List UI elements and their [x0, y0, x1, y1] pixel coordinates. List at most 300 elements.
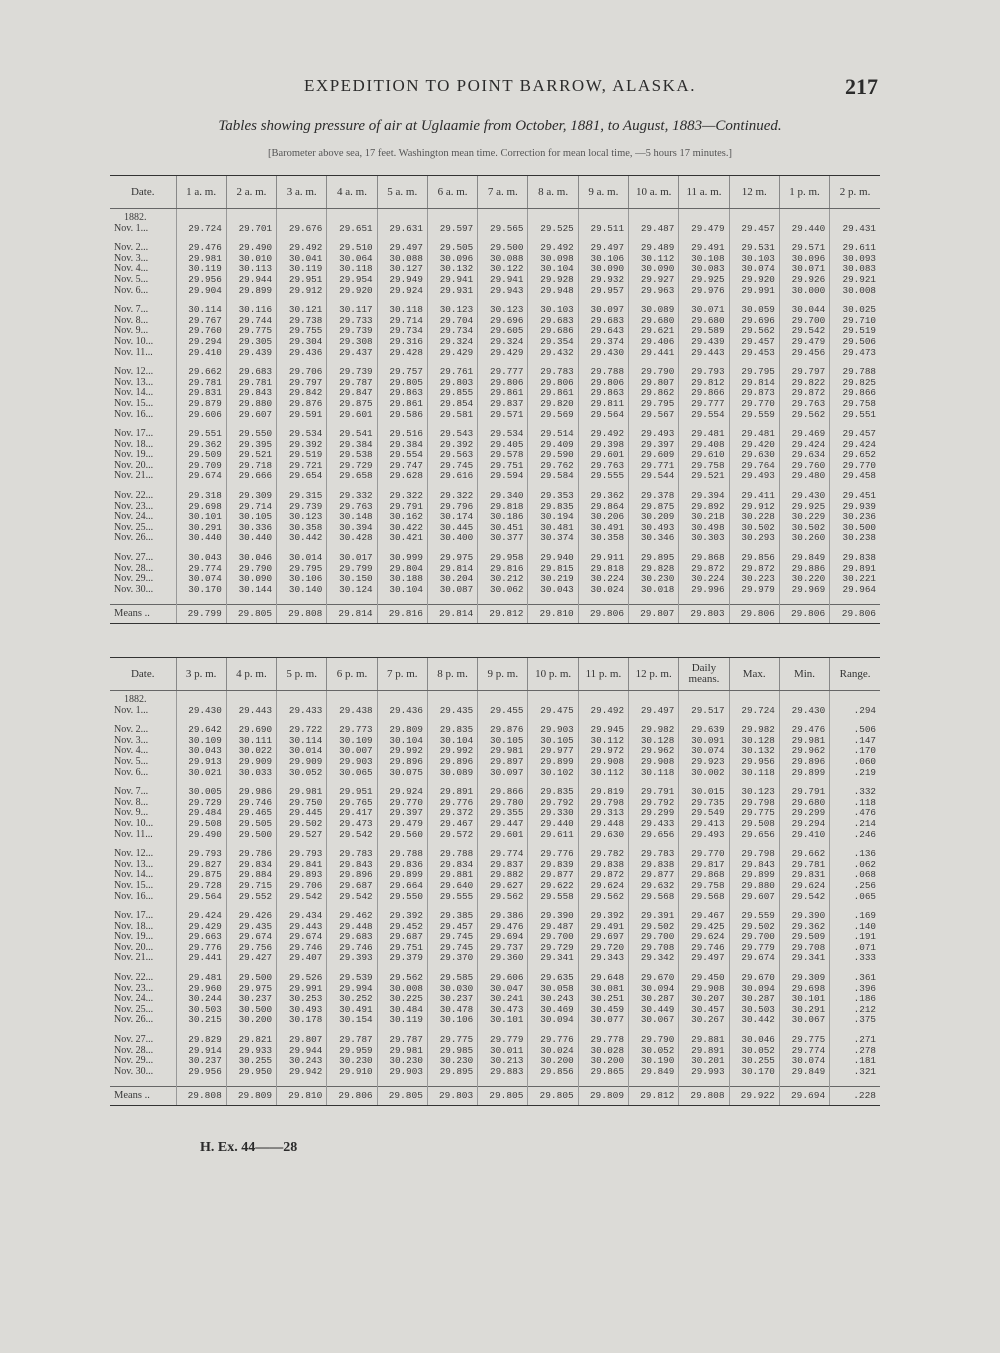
mean-value-cell: 29.807	[629, 605, 679, 624]
value-cell: 29.891	[427, 787, 477, 798]
value-cell: 29.816	[478, 564, 528, 575]
value-cell: 29.656	[729, 830, 779, 850]
value-cell: 29.700	[528, 932, 578, 943]
value-cell: 29.436	[377, 706, 427, 726]
value-cell: 30.033	[226, 768, 276, 788]
value-cell: 30.088	[377, 254, 427, 265]
value-cell: 29.855	[427, 388, 477, 399]
value-cell: 30.457	[679, 1005, 729, 1016]
value-cell: 29.411	[729, 491, 779, 502]
value-cell: 30.097	[578, 305, 628, 316]
value-cell: 29.490	[226, 243, 276, 254]
running-title: EXPEDITION TO POINT BARROW, ALASKA.	[304, 76, 696, 95]
value-cell: 29.903	[377, 1067, 427, 1087]
table-row	[110, 757, 880, 768]
value-cell: 29.982	[629, 725, 679, 736]
value-cell: 29.635	[528, 973, 578, 984]
value-cell: 29.554	[377, 450, 427, 461]
value-cell: 29.492	[578, 429, 628, 440]
value-cell: 29.849	[629, 1067, 679, 1087]
value-cell: 29.435	[226, 922, 276, 933]
value-cell: 30.209	[629, 512, 679, 523]
value-cell: 30.083	[830, 264, 880, 275]
value-cell: 29.440	[779, 224, 829, 244]
pressure-table-morning	[110, 175, 880, 624]
hour-column-header: Min.	[779, 658, 829, 691]
value-cell: 29.437	[327, 348, 377, 368]
value-cell: 29.883	[478, 1067, 528, 1087]
value-cell: 29.544	[629, 471, 679, 491]
value-cell: 29.791	[779, 787, 829, 798]
value-cell: .332	[830, 787, 880, 798]
value-cell: 29.497	[377, 243, 427, 254]
empty-cell	[679, 209, 729, 224]
value-cell: 29.757	[377, 367, 427, 378]
empty-cell	[478, 209, 528, 224]
means-row	[110, 605, 880, 624]
value-cell: 29.456	[779, 348, 829, 368]
value-cell: 29.508	[176, 819, 226, 830]
value-cell: 29.521	[679, 471, 729, 491]
value-cell: 29.476	[478, 922, 528, 933]
date-cell: Nov. 26...	[114, 532, 154, 544]
value-cell: 30.074	[176, 574, 226, 585]
mean-value-cell: 29.803	[679, 605, 729, 624]
empty-cell	[729, 209, 779, 224]
value-cell: 30.105	[478, 736, 528, 747]
mean-value-cell: 29.814	[327, 605, 377, 624]
value-cell: 29.663	[176, 932, 226, 943]
value-cell: 29.790	[226, 564, 276, 575]
value-cell: 29.467	[679, 911, 729, 922]
value-cell: 30.114	[277, 736, 327, 747]
value-cell: 29.393	[327, 953, 377, 973]
table-row	[110, 1015, 880, 1035]
value-cell: 30.112	[578, 768, 628, 788]
value-cell: 30.015	[679, 787, 729, 798]
value-cell: 30.103	[528, 305, 578, 316]
empty-cell	[427, 691, 477, 706]
value-cell: 29.882	[478, 870, 528, 881]
hour-column-header: Max.	[729, 658, 779, 691]
value-cell: 29.594	[478, 471, 528, 491]
value-cell: 29.497	[578, 243, 628, 254]
value-cell: 29.674	[176, 471, 226, 491]
value-cell: 29.756	[226, 943, 276, 954]
value-cell: 29.895	[629, 553, 679, 564]
value-cell: 30.241	[478, 994, 528, 1005]
value-cell: 30.224	[578, 574, 628, 585]
value-cell: 29.798	[578, 798, 628, 809]
value-cell: 29.571	[478, 410, 528, 430]
value-cell: 29.928	[528, 275, 578, 286]
year-label: 1882.	[124, 694, 147, 705]
value-cell: 29.706	[277, 367, 327, 378]
value-cell: 29.806	[478, 378, 528, 389]
date-cell: Nov. 27...	[114, 1034, 154, 1046]
value-cell: 30.108	[679, 254, 729, 265]
date-cell: Nov. 17...	[114, 910, 154, 922]
value-cell: 29.398	[578, 440, 628, 451]
value-cell: 29.676	[277, 224, 327, 244]
value-cell: .169	[830, 911, 880, 922]
value-cell: 29.670	[629, 973, 679, 984]
value-cell: 30.047	[478, 984, 528, 995]
value-cell: 29.674	[277, 932, 327, 943]
value-cell: 29.779	[478, 1035, 528, 1046]
value-cell: 29.433	[277, 706, 327, 726]
value-cell: 29.818	[578, 564, 628, 575]
value-cell: 29.925	[679, 275, 729, 286]
table-row	[110, 348, 880, 368]
value-cell: 29.981	[277, 787, 327, 798]
value-cell: 30.498	[679, 523, 729, 534]
value-cell: 30.154	[327, 1015, 377, 1035]
value-cell: .212	[830, 1005, 880, 1016]
value-cell: 29.341	[528, 953, 578, 973]
empty-cell	[578, 691, 628, 706]
value-cell: 30.058	[528, 984, 578, 995]
value-cell: .068	[830, 870, 880, 881]
value-cell: 29.424	[779, 440, 829, 451]
value-cell: 29.777	[478, 367, 528, 378]
value-cell: 30.102	[528, 768, 578, 788]
value-cell: 30.204	[427, 574, 477, 585]
date-cell: Nov. 25...	[114, 521, 154, 533]
value-cell: 29.309	[779, 973, 829, 984]
value-cell: 30.094	[729, 984, 779, 995]
value-cell: 29.856	[528, 1067, 578, 1087]
mean-value-cell: 29.806	[327, 1087, 377, 1106]
value-cell: 29.674	[226, 932, 276, 943]
value-cell: 29.872	[779, 388, 829, 399]
value-cell: 29.777	[679, 399, 729, 410]
value-cell: 30.503	[176, 1005, 226, 1016]
value-cell: 29.391	[629, 911, 679, 922]
value-cell: 30.030	[427, 984, 477, 995]
value-cell: 29.698	[176, 502, 226, 513]
value-cell: 30.500	[830, 523, 880, 534]
value-cell: 30.220	[779, 574, 829, 585]
value-cell: 29.843	[729, 860, 779, 871]
value-cell: 29.835	[528, 787, 578, 798]
value-cell: 30.162	[377, 512, 427, 523]
value-cell: 29.607	[729, 892, 779, 912]
value-cell: 29.714	[377, 316, 427, 327]
value-cell: 29.465	[226, 808, 276, 819]
value-cell: .375	[830, 1015, 880, 1035]
hour-column-header: 10 p. m.	[528, 658, 578, 691]
value-cell: 29.746	[679, 943, 729, 954]
value-cell: 29.410	[176, 348, 226, 368]
value-cell: 29.680	[629, 316, 679, 327]
value-cell: 29.502	[629, 922, 679, 933]
value-cell: 29.865	[578, 1067, 628, 1087]
value-cell: 30.140	[277, 585, 327, 605]
value-cell: 29.992	[427, 746, 477, 757]
value-cell: 29.803	[427, 378, 477, 389]
value-cell: 30.024	[528, 1046, 578, 1057]
value-cell: 29.457	[427, 922, 477, 933]
table-row	[110, 881, 880, 892]
value-cell: 29.630	[729, 450, 779, 461]
value-cell: 30.206	[578, 512, 628, 523]
value-cell: 29.424	[176, 911, 226, 922]
hour-column-header: 2 p. m.	[830, 176, 880, 209]
empty-cell	[629, 691, 679, 706]
value-cell: 29.632	[629, 881, 679, 892]
value-cell: 29.554	[679, 410, 729, 430]
value-cell: 29.538	[327, 450, 377, 461]
value-cell: 29.492	[528, 243, 578, 254]
value-cell: 29.710	[830, 316, 880, 327]
value-cell: 29.542	[779, 892, 829, 912]
value-cell: 30.090	[226, 574, 276, 585]
value-cell: .333	[830, 953, 880, 973]
value-cell: 29.866	[478, 787, 528, 798]
value-cell: 29.569	[528, 410, 578, 430]
empty-cell	[830, 209, 880, 224]
value-cell: 29.770	[830, 461, 880, 472]
value-cell: 30.229	[779, 512, 829, 523]
value-cell: .060	[830, 757, 880, 768]
value-cell: 29.843	[327, 860, 377, 871]
value-cell: 30.116	[226, 305, 276, 316]
value-cell: 29.362	[578, 491, 628, 502]
value-cell: 29.718	[226, 461, 276, 472]
value-cell: 29.793	[277, 849, 327, 860]
value-cell: 29.939	[830, 502, 880, 513]
value-cell: 29.526	[277, 973, 327, 984]
value-cell: 29.920	[327, 286, 377, 306]
table-row	[110, 892, 880, 912]
value-cell: 29.379	[377, 953, 427, 973]
value-cell: 29.696	[729, 316, 779, 327]
date-cell: Nov. 6...	[114, 284, 149, 296]
value-cell: 29.621	[629, 326, 679, 337]
date-cell: Nov. 2...	[114, 724, 149, 736]
value-cell: 29.715	[226, 881, 276, 892]
value-cell: 29.758	[679, 461, 729, 472]
value-cell: .396	[830, 984, 880, 995]
value-cell: 29.527	[277, 830, 327, 850]
value-cell: 29.491	[679, 243, 729, 254]
value-cell: 29.838	[629, 860, 679, 871]
value-cell: 29.492	[277, 243, 327, 254]
value-cell: 30.215	[176, 1015, 226, 1035]
value-cell: 29.342	[629, 953, 679, 973]
value-cell: 30.493	[277, 1005, 327, 1016]
value-cell: 29.837	[478, 399, 528, 410]
date-cell: Nov. 22...	[114, 972, 154, 984]
value-cell: 29.822	[779, 378, 829, 389]
value-cell: 30.473	[478, 1005, 528, 1016]
value-cell: 30.025	[830, 305, 880, 316]
value-cell: 29.913	[176, 757, 226, 768]
value-cell: 29.786	[226, 849, 276, 860]
value-cell: 29.910	[327, 1067, 377, 1087]
value-cell: 30.105	[528, 736, 578, 747]
value-cell: 29.517	[679, 706, 729, 726]
value-cell: 29.480	[779, 471, 829, 491]
empty-cell	[176, 209, 226, 224]
value-cell: 29.745	[427, 932, 477, 943]
value-cell: 29.441	[629, 348, 679, 368]
value-cell: 30.170	[729, 1067, 779, 1087]
value-cell: 29.680	[779, 798, 829, 809]
date-cell: Nov. 24...	[114, 993, 154, 1005]
value-cell: 29.744	[226, 316, 276, 327]
value-cell: 29.473	[327, 819, 377, 830]
value-cell: 29.996	[679, 585, 729, 605]
value-cell: 29.662	[779, 849, 829, 860]
value-cell: 29.866	[830, 388, 880, 399]
value-cell: 29.430	[779, 706, 829, 726]
value-cell: 29.751	[478, 461, 528, 472]
value-cell: 29.457	[729, 337, 779, 348]
value-cell: 30.119	[277, 264, 327, 275]
value-cell: 29.975	[226, 984, 276, 995]
value-cell: 29.408	[679, 440, 729, 451]
value-cell: .140	[830, 922, 880, 933]
value-cell: 29.912	[277, 286, 327, 306]
value-cell: 30.011	[478, 1046, 528, 1057]
table-row	[110, 768, 880, 788]
value-cell: 30.104	[377, 736, 427, 747]
value-cell: 29.341	[779, 953, 829, 973]
value-cell: 29.654	[277, 471, 327, 491]
empty-cell	[277, 691, 327, 706]
value-cell: 29.724	[729, 706, 779, 726]
value-cell: 29.775	[779, 1035, 829, 1046]
mean-value-cell: 29.922	[729, 1087, 779, 1106]
value-cell: 29.559	[729, 911, 779, 922]
value-cell: 29.447	[478, 819, 528, 830]
value-cell: 29.747	[377, 461, 427, 472]
value-cell: 29.680	[679, 316, 729, 327]
value-cell: 29.543	[427, 429, 477, 440]
value-cell: 29.880	[226, 399, 276, 410]
value-cell: 29.798	[729, 849, 779, 860]
value-cell: 29.430	[779, 491, 829, 502]
value-cell: 29.643	[578, 326, 628, 337]
value-cell: 29.450	[679, 973, 729, 984]
empty-cell	[779, 209, 829, 224]
value-cell: 29.838	[578, 860, 628, 871]
value-cell: 29.491	[578, 922, 628, 933]
value-cell: 29.690	[226, 725, 276, 736]
value-cell: 29.820	[528, 399, 578, 410]
value-cell: 29.616	[427, 471, 477, 491]
value-cell: 29.807	[277, 1035, 327, 1046]
value-cell: 29.745	[427, 943, 477, 954]
value-cell: 30.123	[729, 787, 779, 798]
value-cell: 29.954	[327, 275, 377, 286]
value-cell: .506	[830, 725, 880, 736]
value-cell: 29.993	[679, 1067, 729, 1087]
value-cell: 30.062	[478, 585, 528, 605]
value-cell: 29.775	[729, 808, 779, 819]
value-cell: 30.260	[779, 533, 829, 553]
date-cell: Nov. 18...	[114, 920, 154, 932]
empty-cell	[729, 691, 779, 706]
value-cell: 30.071	[779, 264, 829, 275]
value-cell: 29.788	[830, 367, 880, 378]
value-cell: 30.491	[327, 1005, 377, 1016]
date-cell: Nov. 30...	[114, 583, 154, 595]
value-cell: 29.729	[528, 943, 578, 954]
value-cell: 30.090	[578, 264, 628, 275]
date-cell: Nov. 20...	[114, 941, 154, 953]
value-cell: 29.448	[578, 819, 628, 830]
table-caption: Tables showing pressure of air at Uglaamie from October, 1881, to August, 1883—Continued.	[218, 118, 782, 134]
empty-cell	[327, 209, 377, 224]
value-cell: 29.424	[830, 440, 880, 451]
value-cell: 30.043	[176, 553, 226, 564]
value-cell: 29.814	[729, 378, 779, 389]
value-cell: 29.439	[679, 337, 729, 348]
value-cell: 29.914	[176, 1046, 226, 1057]
value-cell: 29.432	[528, 348, 578, 368]
date-cell: Nov. 23...	[114, 500, 154, 512]
mean-value-cell: .228	[830, 1087, 880, 1106]
value-cell: 29.558	[528, 892, 578, 912]
value-cell: 29.834	[226, 860, 276, 871]
value-cell: 29.631	[377, 224, 427, 244]
empty-cell	[226, 691, 276, 706]
value-cell: 29.962	[779, 746, 829, 757]
table-row	[110, 1067, 880, 1087]
value-cell: 29.294	[779, 819, 829, 830]
value-cell: 29.714	[226, 502, 276, 513]
hour-column-header: 10 a. m.	[629, 176, 679, 209]
value-cell: 29.481	[176, 973, 226, 984]
date-cell: Nov. 7...	[114, 786, 149, 798]
value-cell: 29.550	[377, 892, 427, 912]
value-cell: 29.763	[327, 502, 377, 513]
value-cell: 29.962	[629, 746, 679, 757]
value-cell: 29.866	[679, 388, 729, 399]
value-cell: 29.842	[277, 388, 327, 399]
hour-column-header: 1 a. m.	[176, 176, 226, 209]
value-cell: 30.118	[327, 264, 377, 275]
value-cell: 30.291	[176, 523, 226, 534]
empty-cell	[779, 691, 829, 706]
value-cell: 29.428	[377, 348, 427, 368]
value-cell: 30.132	[729, 746, 779, 757]
value-cell: 29.821	[226, 1035, 276, 1046]
value-cell: 29.322	[377, 491, 427, 502]
value-cell: 29.912	[729, 502, 779, 513]
value-cell: 29.886	[779, 564, 829, 575]
value-cell: .278	[830, 1046, 880, 1057]
value-cell: 29.972	[578, 746, 628, 757]
value-cell: 29.542	[327, 830, 377, 850]
date-cell: Nov. 18...	[114, 438, 154, 450]
year-row	[110, 209, 880, 224]
value-cell: 30.014	[277, 553, 327, 564]
value-cell: 29.397	[629, 440, 679, 451]
value-cell: 30.358	[578, 533, 628, 553]
value-cell: 29.476	[176, 243, 226, 254]
value-cell: 29.409	[528, 440, 578, 451]
value-cell: 29.305	[226, 337, 276, 348]
value-cell: 29.318	[176, 491, 226, 502]
value-cell: 29.925	[779, 502, 829, 513]
value-cell: 30.200	[578, 1056, 628, 1067]
value-cell: 29.751	[377, 943, 427, 954]
value-cell: 29.433	[629, 819, 679, 830]
